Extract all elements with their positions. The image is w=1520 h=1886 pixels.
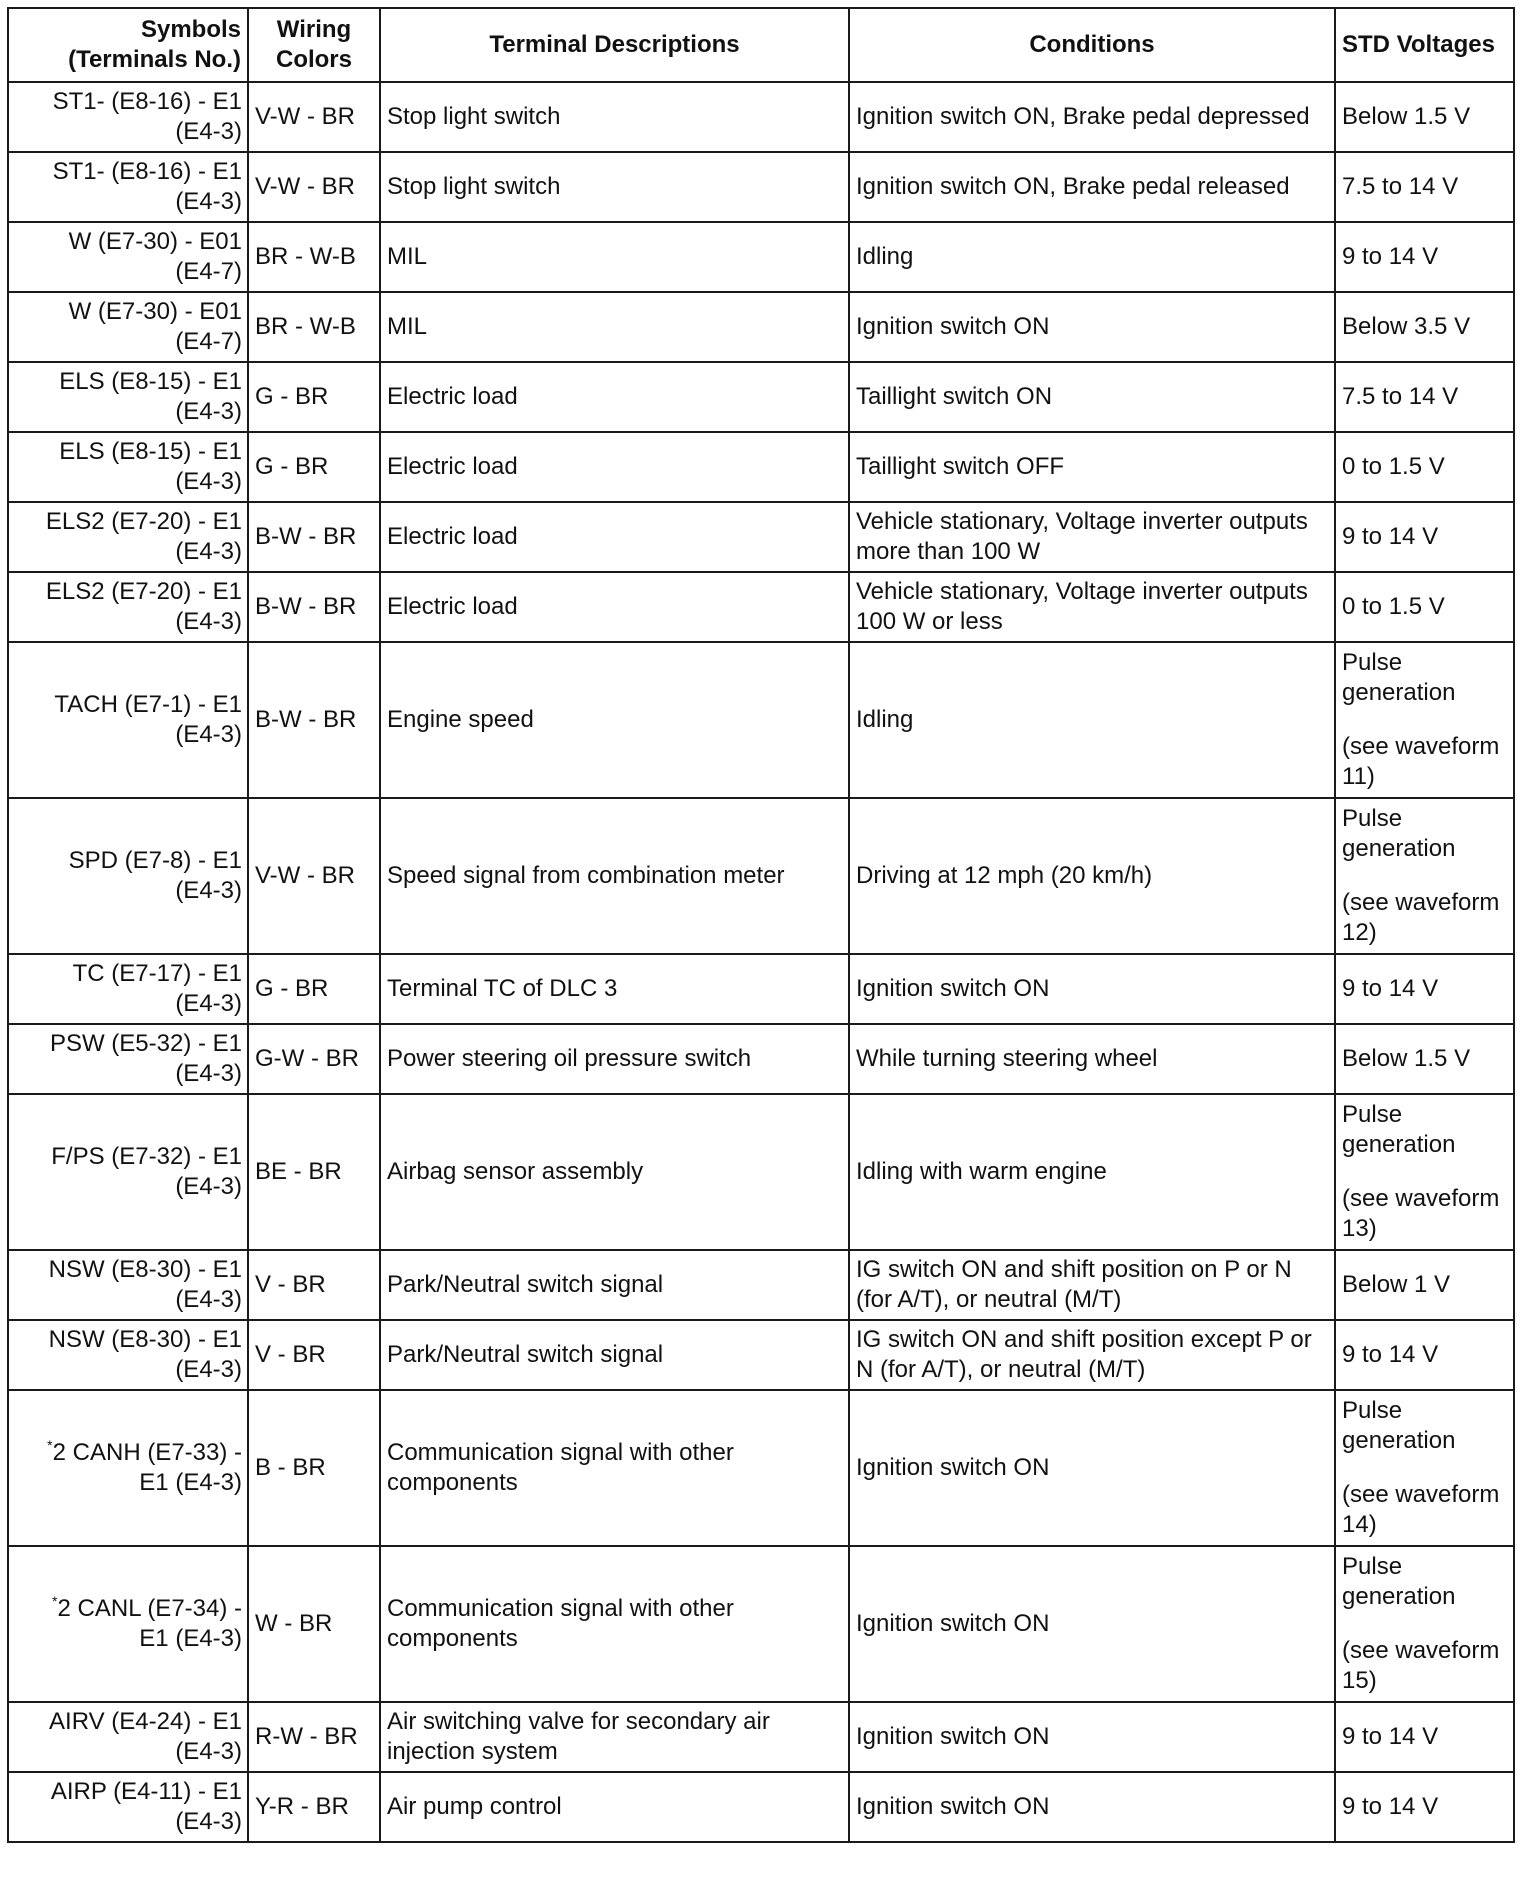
- header-symbols: Symbols (Terminals No.): [8, 8, 248, 82]
- table-row: [8, 642, 1514, 798]
- table-row: [8, 432, 1514, 502]
- std-voltage-cell: [1335, 798, 1514, 954]
- symbol-cell: [8, 292, 248, 362]
- symbol-terminal: ST1- (E8-16) - E1: [52, 88, 242, 115]
- condition-cell: IG switch ON and shift position except P or N (for A/T), or neutral (M/T): [849, 1320, 1335, 1390]
- std-voltage-cell: 7.5 to 14 V: [1335, 362, 1514, 432]
- condition-cell: Ignition switch ON: [849, 1702, 1335, 1772]
- header-wiring-colors: Wiring Colors: [248, 8, 380, 82]
- symbol-terminal: AIRP (E4-11) - E1: [50, 1778, 242, 1805]
- condition-cell: Vehicle stationary, Voltage inverter outputs more than 100 W: [849, 502, 1335, 572]
- wiring-color-cell: BE - BR: [248, 1094, 380, 1250]
- table-row: [8, 1702, 1514, 1772]
- symbol-cell: [8, 1024, 248, 1094]
- description-cell: Airbag sensor assembly: [380, 1094, 849, 1250]
- symbol-ground-terminal: (E4-3): [175, 468, 242, 495]
- symbol-terminal: SPD (E7-8) - E1: [68, 847, 242, 874]
- symbol-cell: [8, 82, 248, 152]
- symbol-cell: [8, 1702, 248, 1772]
- symbol-terminal: ELS2 (E7-20) - E1: [45, 578, 242, 605]
- table-row: [8, 1772, 1514, 1842]
- condition-cell: Ignition switch ON: [849, 292, 1335, 362]
- description-cell: Electric load: [380, 572, 849, 642]
- description-cell: MIL: [380, 222, 849, 292]
- wiring-color-cell: V - BR: [248, 1320, 380, 1390]
- description-cell: Stop light switch: [380, 152, 849, 222]
- symbol-cell: [8, 1390, 248, 1546]
- symbol-ground-terminal: (E4-3): [175, 1173, 242, 1200]
- pulse-generation-text: Pulse generation: [1342, 1397, 1456, 1454]
- wiring-color-cell: G - BR: [248, 362, 380, 432]
- std-voltage-cell: 9 to 14 V: [1335, 502, 1514, 572]
- wiring-color-cell: B-W - BR: [248, 572, 380, 642]
- symbol-ground-terminal: (E4-3): [175, 721, 242, 748]
- symbol-ground-terminal: (E4-3): [175, 877, 242, 904]
- header-terminal-descriptions: Terminal Descriptions: [380, 8, 849, 82]
- symbol-cell: [8, 1250, 248, 1320]
- std-voltage-cell: 9 to 14 V: [1335, 1320, 1514, 1390]
- std-voltage-cell: [1335, 1390, 1514, 1546]
- symbol-cell: [8, 502, 248, 572]
- symbol-ground-terminal: (E4-7): [175, 258, 242, 285]
- waveform-reference: (see waveform 11): [1342, 733, 1500, 790]
- table-header-row: [8, 8, 1514, 82]
- description-cell: Speed signal from combination meter: [380, 798, 849, 954]
- condition-cell: While turning steering wheel: [849, 1024, 1335, 1094]
- symbol-cell: [8, 798, 248, 954]
- symbol-ground-terminal: E1 (E4-3): [139, 1625, 242, 1652]
- symbol-terminal: ELS (E8-15) - E1: [59, 438, 242, 465]
- symbol-cell: [8, 362, 248, 432]
- description-cell: Terminal TC of DLC 3: [380, 954, 849, 1024]
- symbol-terminal: F/PS (E7-32) - E1: [51, 1143, 242, 1170]
- footnote-marker: *: [52, 1593, 58, 1609]
- description-cell: Air pump control: [380, 1772, 849, 1842]
- description-cell: Park/Neutral switch signal: [380, 1250, 849, 1320]
- terminal-voltage-table: [7, 7, 1515, 1843]
- condition-cell: Ignition switch ON: [849, 954, 1335, 1024]
- pulse-generation-text: Pulse generation: [1342, 1553, 1456, 1610]
- table-row: [8, 152, 1514, 222]
- wiring-color-cell: W - BR: [248, 1546, 380, 1702]
- symbol-terminal: PSW (E5-32) - E1: [49, 1030, 242, 1057]
- table-row: [8, 798, 1514, 954]
- waveform-reference: (see waveform 15): [1342, 1637, 1500, 1694]
- waveform-reference: (see waveform 12): [1342, 889, 1500, 946]
- waveform-reference: (see waveform 14): [1342, 1481, 1500, 1538]
- description-cell: Communication signal with other components: [380, 1546, 849, 1702]
- table-row: [8, 222, 1514, 292]
- wiring-color-cell: V-W - BR: [248, 82, 380, 152]
- symbol-terminal: NSW (E8-30) - E1: [48, 1256, 242, 1283]
- pulse-generation-text: Pulse generation: [1342, 805, 1456, 862]
- symbol-ground-terminal: (E4-3): [175, 1286, 242, 1313]
- symbol-ground-terminal: (E4-3): [175, 1738, 242, 1765]
- header-std-voltages: STD Voltages: [1335, 8, 1514, 82]
- std-voltage-cell: 9 to 14 V: [1335, 1772, 1514, 1842]
- condition-cell: Idling: [849, 642, 1335, 798]
- symbol-cell: [8, 954, 248, 1024]
- wiring-color-cell: G - BR: [248, 432, 380, 502]
- condition-cell: Ignition switch ON: [849, 1546, 1335, 1702]
- table-row: [8, 1094, 1514, 1250]
- condition-cell: Ignition switch ON, Brake pedal released: [849, 152, 1335, 222]
- description-cell: Communication signal with other components: [380, 1390, 849, 1546]
- symbol-cell: [8, 1320, 248, 1390]
- std-voltage-cell: Below 1.5 V: [1335, 82, 1514, 152]
- std-voltage-cell: [1335, 1546, 1514, 1702]
- symbol-terminal: 2 CANH (E7-33) -: [52, 1439, 242, 1466]
- std-voltage-cell: Below 1.5 V: [1335, 1024, 1514, 1094]
- symbol-ground-terminal: (E4-3): [175, 1808, 242, 1835]
- std-voltage-cell: 9 to 14 V: [1335, 954, 1514, 1024]
- description-cell: Engine speed: [380, 642, 849, 798]
- table-row: [8, 292, 1514, 362]
- symbol-terminal: TC (E7-17) - E1: [72, 960, 242, 987]
- wiring-color-cell: G - BR: [248, 954, 380, 1024]
- wiring-color-cell: G-W - BR: [248, 1024, 380, 1094]
- wiring-color-cell: B - BR: [248, 1390, 380, 1546]
- condition-cell: Taillight switch OFF: [849, 432, 1335, 502]
- condition-cell: IG switch ON and shift position on P or N (for A/T), or neutral (M/T): [849, 1250, 1335, 1320]
- description-cell: Air switching valve for secondary air injection system: [380, 1702, 849, 1772]
- wiring-color-cell: B-W - BR: [248, 642, 380, 798]
- description-cell: Electric load: [380, 502, 849, 572]
- symbol-ground-terminal: (E4-3): [175, 118, 242, 145]
- symbol-cell: [8, 572, 248, 642]
- wiring-color-cell: V - BR: [248, 1250, 380, 1320]
- std-voltage-cell: 9 to 14 V: [1335, 222, 1514, 292]
- std-voltage-cell: 9 to 14 V: [1335, 1702, 1514, 1772]
- table-row: [8, 82, 1514, 152]
- std-voltage-cell: [1335, 642, 1514, 798]
- condition-cell: Ignition switch ON, Brake pedal depressed: [849, 82, 1335, 152]
- wiring-color-cell: BR - W-B: [248, 222, 380, 292]
- std-voltage-cell: Below 3.5 V: [1335, 292, 1514, 362]
- condition-cell: Ignition switch ON: [849, 1772, 1335, 1842]
- symbol-cell: [8, 1546, 248, 1702]
- symbol-terminal: 2 CANL (E7-34) -: [57, 1595, 242, 1622]
- std-voltage-cell: 0 to 1.5 V: [1335, 432, 1514, 502]
- symbol-cell: [8, 222, 248, 292]
- symbol-terminal: ELS (E8-15) - E1: [59, 368, 242, 395]
- symbol-cell: [8, 1094, 248, 1250]
- table-body: [8, 82, 1514, 1842]
- symbol-terminal: NSW (E8-30) - E1: [48, 1326, 242, 1353]
- header-conditions: Conditions: [849, 8, 1335, 82]
- std-voltage-cell: 7.5 to 14 V: [1335, 152, 1514, 222]
- wiring-color-cell: V-W - BR: [248, 798, 380, 954]
- description-cell: Power steering oil pressure switch: [380, 1024, 849, 1094]
- symbol-ground-terminal: (E4-7): [175, 328, 242, 355]
- symbol-terminal: W (E7-30) - E01: [68, 298, 242, 325]
- description-cell: Electric load: [380, 362, 849, 432]
- table-row: [8, 954, 1514, 1024]
- std-voltage-cell: 0 to 1.5 V: [1335, 572, 1514, 642]
- description-cell: Stop light switch: [380, 82, 849, 152]
- symbol-cell: [8, 1772, 248, 1842]
- description-cell: Park/Neutral switch signal: [380, 1320, 849, 1390]
- condition-cell: Idling: [849, 222, 1335, 292]
- symbol-ground-terminal: (E4-3): [175, 990, 242, 1017]
- wiring-color-cell: R-W - BR: [248, 1702, 380, 1772]
- condition-cell: Ignition switch ON: [849, 1390, 1335, 1546]
- wiring-color-cell: B-W - BR: [248, 502, 380, 572]
- table-row: [8, 1546, 1514, 1702]
- description-cell: MIL: [380, 292, 849, 362]
- std-voltage-cell: [1335, 1094, 1514, 1250]
- table-row: [8, 1390, 1514, 1546]
- symbol-cell: [8, 432, 248, 502]
- table-row: [8, 1250, 1514, 1320]
- wiring-color-cell: Y-R - BR: [248, 1772, 380, 1842]
- pulse-generation-text: Pulse generation: [1342, 1101, 1456, 1158]
- symbol-ground-terminal: (E4-3): [175, 538, 242, 565]
- condition-cell: Idling with warm engine: [849, 1094, 1335, 1250]
- waveform-reference: (see waveform 13): [1342, 1185, 1500, 1242]
- symbol-terminal: ST1- (E8-16) - E1: [52, 158, 242, 185]
- symbol-terminal: ELS2 (E7-20) - E1: [45, 508, 242, 535]
- symbol-ground-terminal: (E4-3): [175, 1060, 242, 1087]
- wiring-color-cell: V-W - BR: [248, 152, 380, 222]
- symbol-cell: [8, 152, 248, 222]
- condition-cell: Vehicle stationary, Voltage inverter outputs 100 W or less: [849, 572, 1335, 642]
- table-row: [8, 1024, 1514, 1094]
- symbol-ground-terminal: (E4-3): [175, 608, 242, 635]
- pulse-generation-text: Pulse generation: [1342, 649, 1456, 706]
- symbol-ground-terminal: (E4-3): [175, 1356, 242, 1383]
- table-row: [8, 362, 1514, 432]
- symbol-ground-terminal: (E4-3): [175, 398, 242, 425]
- symbol-terminal: W (E7-30) - E01: [68, 228, 242, 255]
- table-row: [8, 572, 1514, 642]
- table-row: [8, 1320, 1514, 1390]
- condition-cell: Taillight switch ON: [849, 362, 1335, 432]
- footnote-marker: *: [47, 1437, 53, 1453]
- symbol-ground-terminal: E1 (E4-3): [139, 1469, 242, 1496]
- symbol-terminal: TACH (E7-1) - E1: [54, 691, 242, 718]
- symbol-terminal: AIRV (E4-24) - E1: [49, 1708, 242, 1735]
- condition-cell: Driving at 12 mph (20 km/h): [849, 798, 1335, 954]
- description-cell: Electric load: [380, 432, 849, 502]
- std-voltage-cell: Below 1 V: [1335, 1250, 1514, 1320]
- table-row: [8, 502, 1514, 572]
- symbol-ground-terminal: (E4-3): [175, 188, 242, 215]
- wiring-color-cell: BR - W-B: [248, 292, 380, 362]
- symbol-cell: [8, 642, 248, 798]
